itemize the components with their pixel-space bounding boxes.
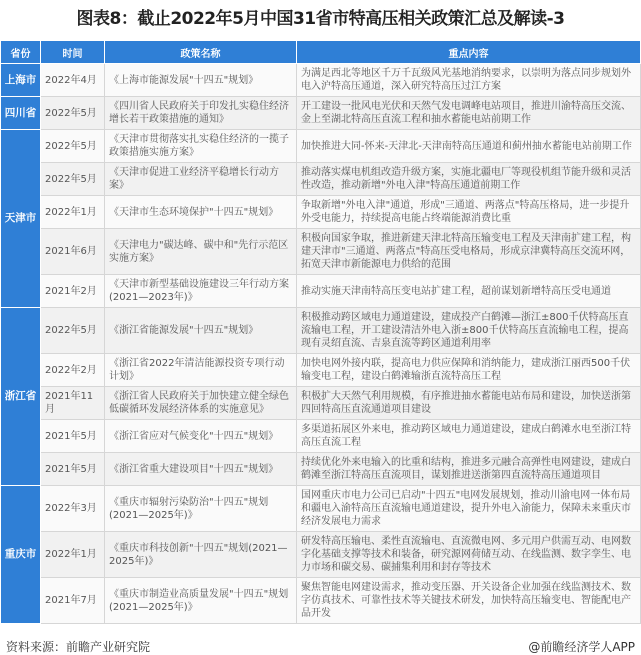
table-header [1,41,641,64]
province-cell: 四川省 [1,97,41,130]
policy-cell: 《浙江省重大建设项目"十四五"规划》 [105,453,297,486]
table-row [1,64,641,97]
policy-cell: 《浙江省人民政府关于加快建立健全绿色低碳循环发展经济体系的实施意见》 [105,387,297,420]
province-cell: 浙江省 [1,308,41,486]
policy-cell: 《浙江省应对气候变化"十四五"规划》 [105,420,297,453]
time-cell: 2021年7月 [41,578,105,624]
header-policy: 政策名称 [105,41,297,64]
time-cell: 2022年5月 [41,130,105,163]
time-cell: 2022年4月 [41,64,105,97]
content-cell: 加快推进大同-怀来-天津北-天津南特高压通道和蓟州抽水蓄能电站前期工作 [297,130,641,163]
header-time: 时间 [41,41,105,64]
policy-cell: 《天津电力"碳达峰、碳中和"先行示范区实施方案》 [105,229,297,275]
time-cell: 2022年5月 [41,308,105,354]
page-title: 图表8：截止2022年5月中国31省市特高压相关政策汇总及解读-3 [76,9,565,29]
header-content: 重点内容 [297,41,641,64]
policy-table [0,40,641,624]
header-province: 省份 [1,41,41,64]
time-cell: 2021年5月 [41,420,105,453]
policy-cell: 《上海市能源发展"十四五"规划》 [105,64,297,97]
time-cell: 2022年5月 [41,163,105,196]
policy-cell: 《天津市新型基础设施建设三年行动方案(2021—2023年)》 [105,275,297,308]
province-cell: 重庆市 [1,486,41,624]
brand-label: @前瞻经济学人APP [528,640,635,654]
time-cell: 2022年3月 [41,486,105,532]
policy-cell: 《重庆市科技创新"十四五"规划(2021—2025年)》 [105,532,297,578]
time-cell: 2021年2月 [41,275,105,308]
policy-cell: 《浙江省2022年清洁能源投资专项行动计划》 [105,354,297,387]
content-cell: 推动落实煤电机组改造升级方案，实施北疆电厂等现役机组节能升级和灵活性改造，推动新增"外电入津"特高压通道前期工作 [297,163,641,196]
policy-cell: 《重庆市辐射污染防治"十四五"规划(2021—2025年)》 [105,486,297,532]
policy-cell: 《天津市生态环境保护"十四五"规划》 [105,196,297,229]
content-cell: 推动实施天津南特高压变电站扩建工程，超前谋划新增特高压受电通道 [297,275,641,308]
table-row [1,453,641,486]
time-cell: 2022年1月 [41,196,105,229]
content-cell: 持续优化外来电输入的比重和结构，推进多元融合高弹性电网建设，建成白鹤滩至浙江特高压直流项目，谋划推进送浙第四直流特高压通道项目 [297,453,641,486]
table-row [1,387,641,420]
province-cell: 天津市 [1,130,41,308]
table-row [1,486,641,532]
content-cell: 积极向国家争取，推进新建天津北特高压输变电工程及天津南扩建工程，构建天津市"三通道、两落点"特高压受电格局，形成京津冀特高压交流环网，拓宽天津市新能源电力供给的范围 [297,229,641,275]
time-cell: 2022年1月 [41,532,105,578]
time-cell: 2021年11月 [41,387,105,420]
table-row [1,308,641,354]
table-row [1,163,641,196]
policy-cell: 《天津市促进工业经济平稳增长行动方案》 [105,163,297,196]
content-cell: 国网重庆市电力公司已启动"十四五"电网发展规划，推动川渝电网一体布局和疆电入渝特高压直流输电通道建设，提升外电入渝能力，保障未来重庆市经济发展电力需求 [297,486,641,532]
content-cell: 积极扩大天然气利用规模，有序推进抽水蓄能电站布局和建设，加快送浙第四回特高压直流通道项目建设 [297,387,641,420]
table-row [1,229,641,275]
table-row [1,97,641,130]
table-row [1,275,641,308]
content-cell: 为满足西北等地区千万千瓦级风光基地消纳要求，以崇明为落点同步规划外电入沪特高压通道，深入研究特高压过江方案 [297,64,641,97]
content-cell: 研发特高压输电、柔性直流输电、直流微电网、多元用户供需互动、电网数字化基础支撑等技术和装备，研究源网荷储互动、在线监测、数字孪生、电力市场和碳交易、碳捕集利用和封存等技术 [297,532,641,578]
table-row [1,354,641,387]
policy-cell: 《浙江省能源发展"十四五"规划》 [105,308,297,354]
content-cell: 多渠道拓展区外来电，推动跨区域电力通道建设，建成白鹤滩水电至浙江特高压直流工程 [297,420,641,453]
time-cell: 2021年5月 [41,453,105,486]
content-cell: 加快电网外接内联，提高电力供应保障和消纳能力，建成浙江丽西500千伏输变电工程，建设白鹤滩输浙直流特高压工程 [297,354,641,387]
content-cell: 积极推动跨区域电力通道建设，建成投产白鹤滩—浙江±800千伏特高压直流输电工程，开工建设清洁外电入浙±800千伏特高压直流输电工程，提高现有灵绍直流、吉泉直流等跨区通道利用率 [297,308,641,354]
source-note: 资料来源：前瞻产业研究院 [6,640,151,654]
table-row [1,420,641,453]
policy-cell: 《天津市贯彻落实扎实稳住经济的一揽子政策措施实施方案》 [105,130,297,163]
time-cell: 2022年5月 [41,97,105,130]
time-cell: 2021年6月 [41,229,105,275]
content-cell: 聚焦智能电网建设需求，推动变压器、开关设备企业加强在线监测技术、数字仿真技术、可靠性技术等关键技术研发，加快特高压输变电、智能配电产品开发 [297,578,641,624]
policy-cell: 《重庆市制造业高质量发展"十四五"规划(2021—2025年)》 [105,578,297,624]
table-row [1,578,641,624]
table-row [1,196,641,229]
footer [0,638,641,655]
content-cell: 争取新增"外电入津"通道，形成"三通道、两落点"特高压格局，进一步提升外受电能力，持续提高电能占终端能源消费比重 [297,196,641,229]
province-cell: 上海市 [1,64,41,97]
table-row [1,130,641,163]
time-cell: 2022年2月 [41,354,105,387]
policy-cell: 《四川省人民政府关于印发扎实稳住经济增长若干政策措施的通知》 [105,97,297,130]
content-cell: 开工建设一批风电光伏和天然气发电调峰电站项目，推进川渝特高压交流、金上至湖北特高压直流工程和抽水蓄能电站前期工作 [297,97,641,130]
table-row [1,532,641,578]
